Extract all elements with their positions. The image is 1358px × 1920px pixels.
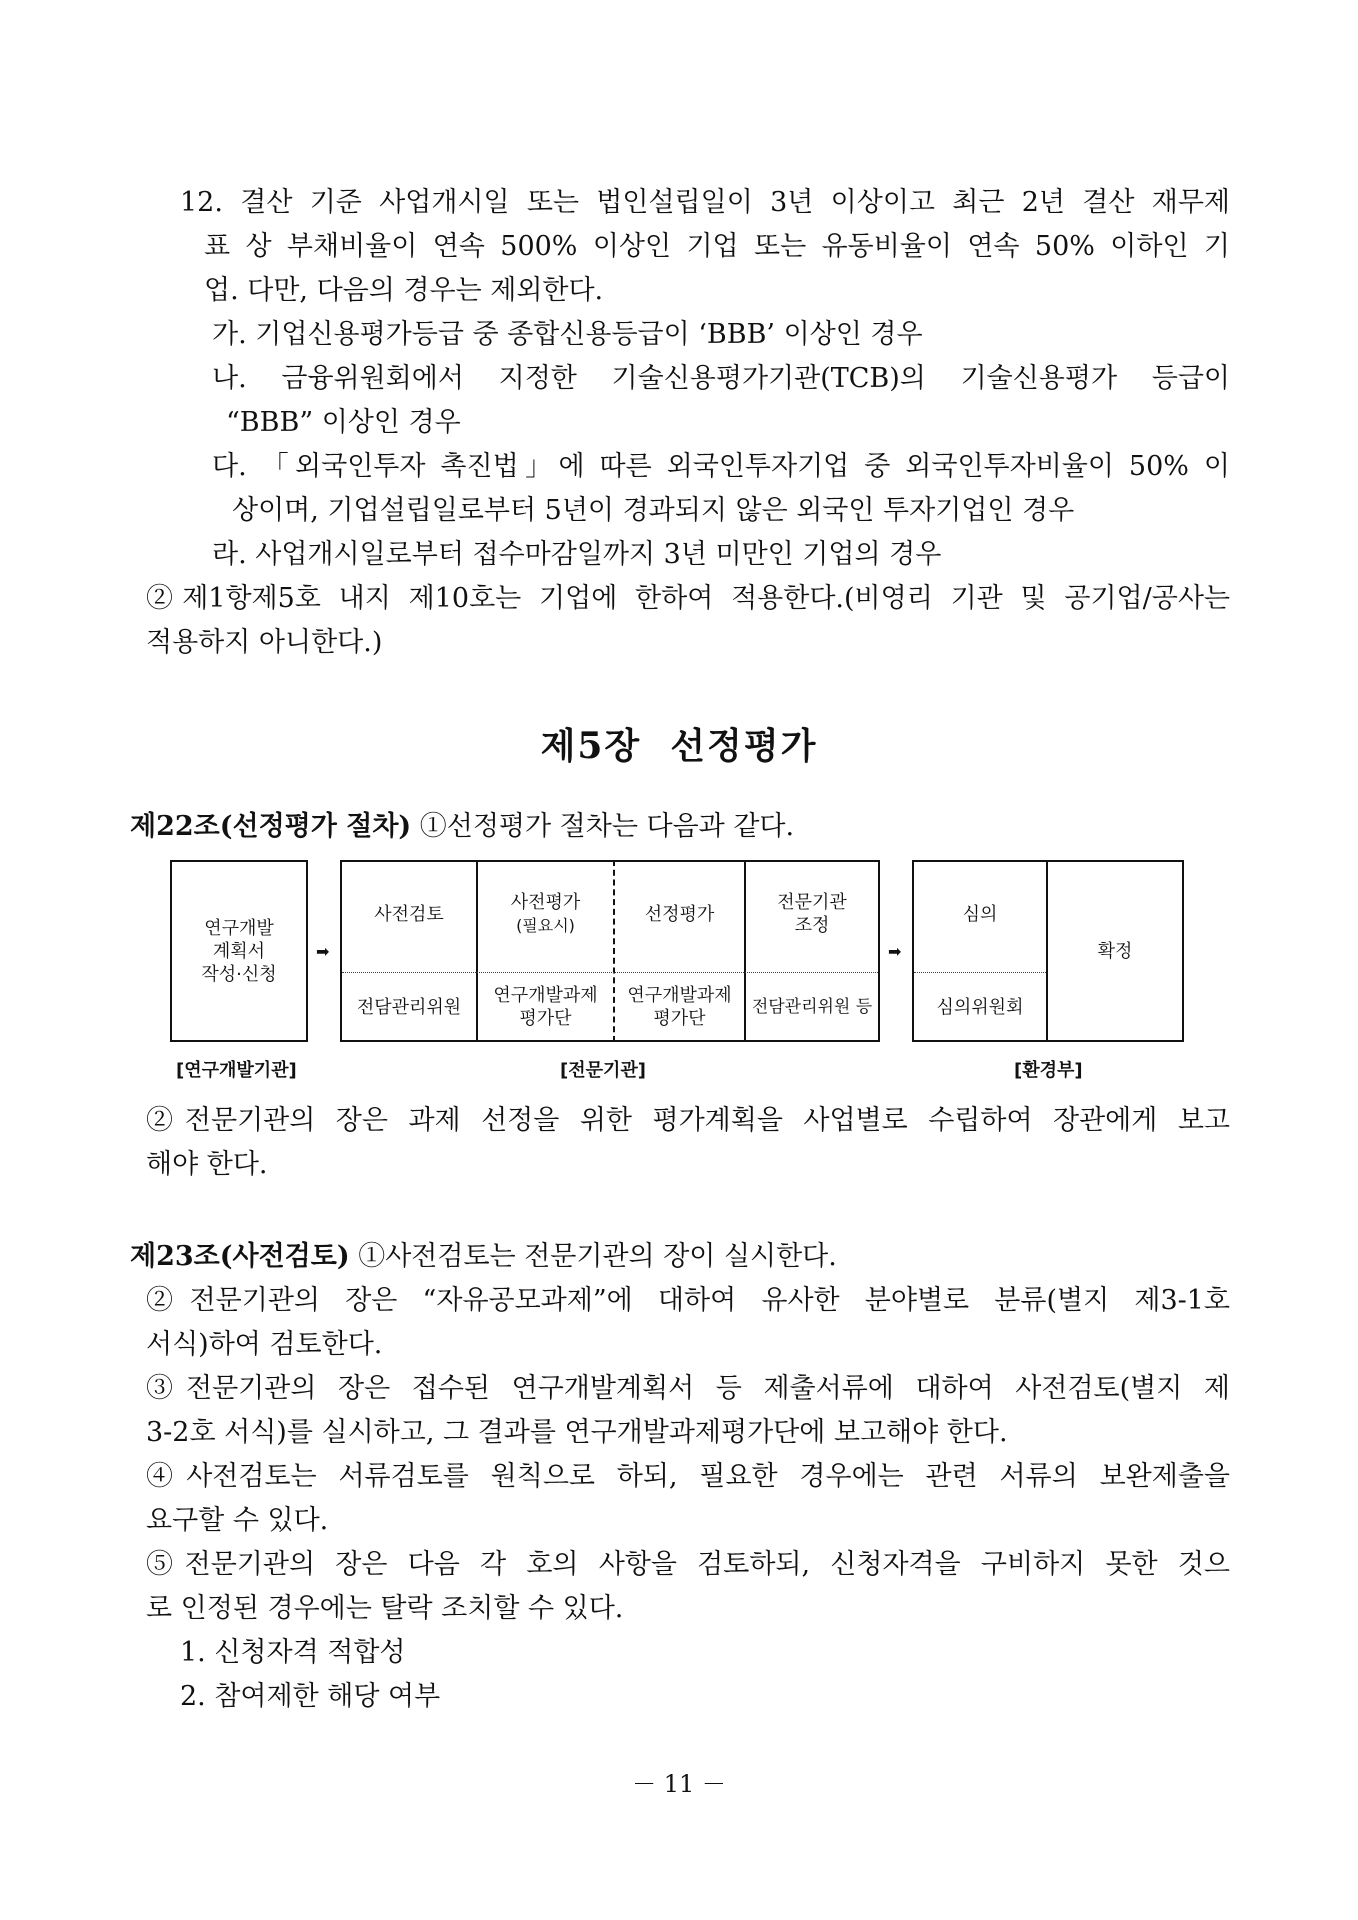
pre-eval-line-2: (필요시) bbox=[516, 916, 575, 935]
label-research-institution: [연구개발기관] bbox=[176, 1060, 297, 1081]
selection-eval-by-line-1: 연구개발과제 bbox=[627, 985, 732, 1006]
selection-eval-by-cell bbox=[615, 974, 744, 1040]
paragraph-2-line-2: 적용하지 아니한다.) bbox=[146, 627, 383, 658]
article-22-text: ①선정평가 절차는 다음과 같다. bbox=[411, 811, 795, 842]
arrow-icon: ➡ bbox=[888, 942, 902, 961]
pre-eval-cell bbox=[478, 864, 613, 964]
article-22-p2-line-1: ②전문기관의 장은 과제 선정을 위한 평가계획을 사업별로 수립하여 장관에게 보고 bbox=[146, 1105, 1230, 1136]
selection-eval-cell: 선정평가 bbox=[644, 903, 715, 925]
item-12-line-2: 표 상 부채비율이 연속 500% 이상인 기업 또는 유동비율이 연속 50% 이하인 기 bbox=[204, 231, 1230, 262]
article-23-intro bbox=[130, 1240, 837, 1274]
pre-eval-line-1: 사전평가 bbox=[510, 892, 581, 913]
article-23-line: ④사전검토는 서류검토를 원칙으로 하되, 필요한 경우에는 관련 서류의 보완제출을 bbox=[146, 1461, 1230, 1492]
paragraph-2-line-1: ②제1항제5호 내지 제10호는 기업에 한하여 적용한다.(비영리 기관 및 공기업/공사는 bbox=[146, 583, 1230, 614]
adjust-cell bbox=[746, 864, 878, 964]
sub-item-da-line-2: 상이며, 기업설립일로부터 5년이 경과되지 않은 외국인 투자기업인 경우 bbox=[232, 495, 1075, 526]
chapter-title: 제5장 선정평가 bbox=[540, 725, 818, 767]
deliberation-cell: 심의 bbox=[962, 903, 998, 925]
article-23-line: 서식)하여 검토한다. bbox=[146, 1329, 383, 1360]
sub-item-na-line-1: 나. 금융위원회에서 지정한 기술신용평가기관(TCB)의 기술신용평가 등급이 bbox=[212, 363, 1230, 394]
article-23-line: 로 인정된 경우에는 탈락 조치할 수 있다. bbox=[146, 1593, 624, 1624]
sub-item-da-line-1: 다. 「외국인투자 촉진법」에 따른 외국인투자기업 중 외국인투자비율이 50% 이 bbox=[212, 451, 1230, 482]
sub-item-ga: 가. 기업신용평가등급 중 종합신용등급이 ‘BBB’ 이상인 경우 bbox=[212, 319, 923, 350]
article-23-title: 제23조(사전검토) bbox=[130, 1241, 350, 1272]
article-23-line: ②전문기관의 장은 “자유공모과제”에 대하여 유사한 분야별로 분류(별지 제3-1호 bbox=[146, 1285, 1230, 1316]
pre-eval-by-line-2: 평가단 bbox=[519, 1008, 572, 1029]
article-22-intro bbox=[130, 810, 794, 844]
selection-eval-by-line-2: 평가단 bbox=[653, 1008, 706, 1029]
article-23-item-1: 1. 신청자격 적합성 bbox=[180, 1637, 406, 1668]
pre-review-by-cell: 전담관리위원 bbox=[356, 996, 462, 1018]
item-12-line-1: 12. 결산 기준 사업개시일 또는 법인설립일이 3년 이상이고 최근 2년 결산 재무제 bbox=[180, 187, 1230, 218]
adjust-by-cell: 전담관리위원 등 bbox=[751, 996, 873, 1017]
apply-line-2: 계획서 bbox=[212, 940, 266, 962]
pre-review-cell: 사전검토 bbox=[374, 903, 444, 925]
page-number: － 11 － bbox=[632, 1770, 726, 1798]
pre-eval-by-line-1: 연구개발과제 bbox=[493, 985, 598, 1006]
article-23-item-2: 2. 참여제한 해당 여부 bbox=[180, 1681, 441, 1712]
article-23-line: 요구할 수 있다. bbox=[146, 1505, 329, 1536]
sub-item-ra: 라. 사업개시일로부터 접수마감일까지 3년 미만인 기업의 경우 bbox=[212, 539, 942, 570]
adjust-line-1: 전문기관 bbox=[777, 892, 847, 913]
sub-item-na-line-2: “BBB” 이상인 경우 bbox=[226, 407, 461, 438]
label-ministry: [환경부] bbox=[1014, 1060, 1083, 1081]
procedure-diagram bbox=[170, 860, 1200, 1090]
adjust-line-2: 조정 bbox=[794, 915, 830, 936]
confirm-cell: 확정 bbox=[1097, 940, 1133, 962]
article-23-line: ⑤전문기관의 장은 다음 각 호의 사항을 검토하되, 신청자격을 구비하지 못한 것으 bbox=[146, 1549, 1230, 1580]
article-22-title: 제22조(선정평가 절차) bbox=[130, 811, 412, 842]
article-22-p2-line-2: 해야 한다. bbox=[146, 1149, 268, 1180]
article-23-line: ③전문기관의 장은 접수된 연구개발계획서 등 제출서류에 대하여 사전검토(별지 제 bbox=[146, 1373, 1230, 1404]
deliberation-by-cell: 심의위원회 bbox=[936, 996, 1024, 1018]
label-agency: [전문기관] bbox=[560, 1060, 647, 1081]
article-23-line: 3-2호 서식)를 실시하고, 그 결과를 연구개발과제평가단에 보고해야 한다. bbox=[146, 1417, 1008, 1448]
apply-line-1: 연구개발 bbox=[204, 917, 274, 939]
apply-line-3: 작성·신청 bbox=[201, 963, 277, 985]
pre-eval-by-cell bbox=[478, 974, 613, 1040]
arrow-icon: ➡ bbox=[316, 942, 330, 961]
article-23-text: ①사전검토는 전문기관의 장이 실시한다. bbox=[349, 1241, 837, 1272]
dotted-separator bbox=[342, 972, 878, 973]
apply-cell bbox=[170, 860, 308, 1042]
item-12-line-3: 업. 다만, 다음의 경우는 제외한다. bbox=[204, 275, 604, 306]
dotted-separator-right bbox=[914, 972, 1046, 973]
